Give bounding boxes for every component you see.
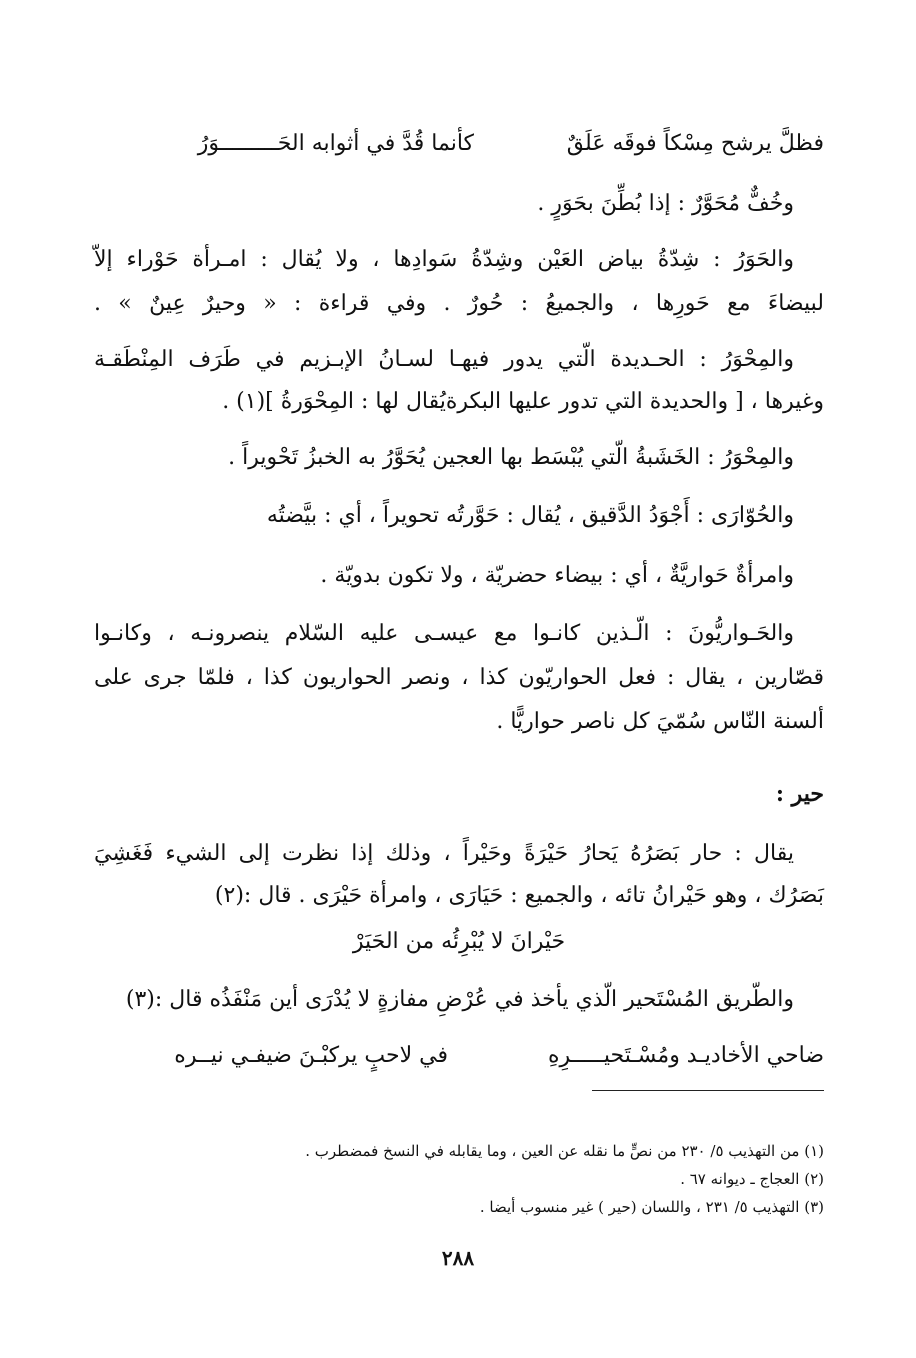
text-line: بَصَرُك ، وهو حَيْرانُ تائه ، والجميع : حَيَارَى ، وامرأة حَيْرَى . قال :(٢) bbox=[214, 883, 824, 908]
text-line: والمِحْوَرُ : الحـديدة الّتي يدور فيهـا لسـانُ الإبـزيم في طَرَف المِنْطَقـة bbox=[94, 347, 794, 372]
text-line: وامرأةٌ حَواريَّةٌ ، أي : بيضاء حضريّة ، ولا تكون بدويّة . bbox=[320, 563, 794, 588]
text-line: والحُوّارَى : أَجْوَدُ الدَّقيق ، يُقال : حَوَّرتُه تحويراً ، أي : بيَّضتُه bbox=[266, 503, 794, 528]
verse-2-right-hemistich: ضاحي الأخاديـد ومُسْـتَحيـــــرِهِ bbox=[547, 1043, 824, 1068]
text-line: لبيضاءَ مع حَورِها ، والجميعُ : حُورٌ . وفي قراءة : « وحيرٌ عِينٌ » . bbox=[94, 291, 824, 316]
text-line: والحَـواريُّونَ : الّـذين كانـوا مع عيسـى عليه السّلام ينصرونـه ، وكانـوا bbox=[94, 621, 794, 646]
text-line: والحَوَرُ : شِدّةُ بياض العَيْن وشِدّةُ سَوادِها ، ولا يُقال : امـرأة حَوْراء إلاّ bbox=[94, 247, 794, 272]
text-line: والطّريق المُسْتَحير الّذي يأخذ في عُرْضِ مفازةٍ لا يُدْرَى أين مَنْفَذُه قال :(٣) bbox=[125, 987, 794, 1012]
text-line: وغيرها ، [ والحديدة التي تدور عليها البكرةيُقال لها : المِحْوَرةُ ](١) . bbox=[222, 389, 824, 414]
footnote-2: (٢) العجاج ـ ديوانه ٦٧ . bbox=[680, 1170, 824, 1188]
text-line: ألسنة النّاس سُمّيَ كل ناصر حواريًّا . bbox=[496, 709, 824, 734]
verse-2-left-hemistich: في لاحبٍ يركبْـنَ ضيفـي نيــره bbox=[174, 1043, 448, 1068]
page-number: ٢٨٨ bbox=[441, 1246, 475, 1270]
footnote-3: (٣) التهذيب ٥/ ٢٣١ ، واللسان (حير ) غير منسوب أيضا . bbox=[479, 1198, 824, 1216]
verse-1-left-hemistich: كأنما قُدَّ في أثوابه الحَـــــــــوَرُ bbox=[197, 131, 474, 156]
verse-line: حَيْرانَ لا يُبْرِئُه من الحَيَرْ bbox=[352, 929, 566, 954]
footnote-separator bbox=[592, 1090, 824, 1091]
text-line: قصّارين ، يقال : فعل الحواريّون كذا ، ونصر الحواريون كذا ، فلمّا جرى على bbox=[94, 665, 824, 690]
text-line: والمِحْوَرُ : الخَشَبةُ الّتي يُبْسَط بها العجين يُحَوَّرُ به الخبزُ تَحْويراً . bbox=[228, 445, 794, 470]
section-heading: حير : bbox=[775, 781, 824, 807]
text-line: وخُفٌّ مُحَوَّرٌ : إذا بُطِّنَ بحَوَرٍ . bbox=[537, 191, 794, 216]
text-line: يقال : حار بَصَرُهُ يَحارُ حَيْرَةً وحَيْراً ، وذلك إذا نظرت إلى الشيء فَغَشِيَ bbox=[94, 841, 794, 866]
verse-1-right-hemistich: فظلَّ يرشح مِسْكاً فوقَه عَلَقٌ bbox=[566, 131, 824, 156]
footnote-1: (١) من التهذيب ٥/ ٢٣٠ من نصٍّ ما نقله عن العين ، وما يقابله في النسخ فمضطرب . bbox=[305, 1142, 824, 1160]
